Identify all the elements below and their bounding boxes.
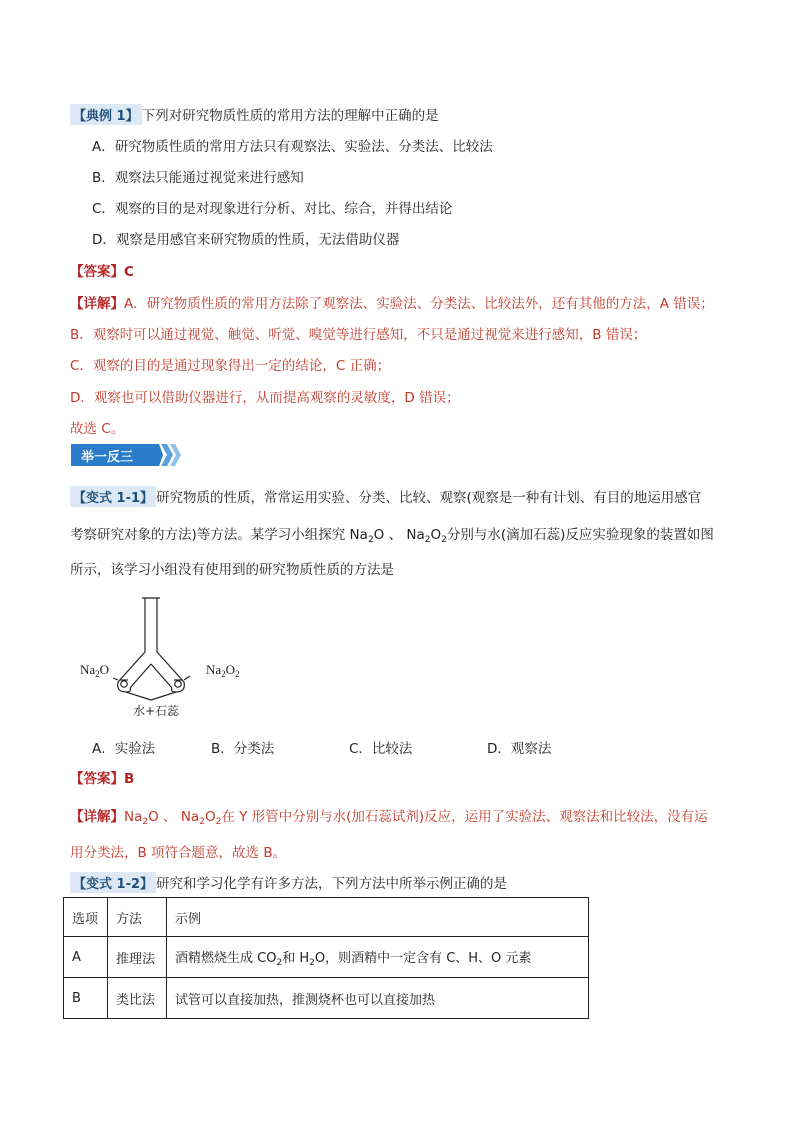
banner-label: 举一反三 [81, 450, 134, 465]
table-cell: B [64, 978, 108, 1019]
detail-line: B．观察时可以通过视觉、触觉、听觉、嗅觉等进行感知，不只是通过视觉来进行感知，B 错误； [70, 327, 647, 343]
table-cell: A [64, 937, 108, 978]
subscript: 2 [276, 957, 283, 968]
text-part: O [430, 527, 442, 543]
example-tag: 【典例 1】 [70, 104, 142, 125]
variant-tag: 【变式 1-2】 [70, 872, 156, 893]
text-part: O [99, 662, 110, 677]
answer-label: 【答案】 [70, 264, 124, 280]
table-header-cell: 方法 [108, 898, 167, 937]
answer-row [70, 260, 134, 280]
text-part: 在 Y 形管中分别与水(加石蕊试剂)反应，运用了实验法、观察法和比较法，没有运 [221, 809, 708, 825]
subscript: 2 [95, 669, 100, 679]
text-part: Na [124, 809, 143, 825]
option-c: C．比较法 [349, 741, 413, 757]
detail-row-1 [70, 292, 714, 312]
variant-1-line-3: 所示，该学习小组没有使用到的研究物质性质的方法是 [70, 562, 394, 578]
text-part: Na [206, 662, 222, 677]
detail-label: 【详解】 [70, 809, 124, 825]
subscript: 2 [215, 817, 222, 827]
variant-question: 研究和学习化学有许多方法，下列方法中所举示例正确的是 [156, 876, 508, 892]
variant-1-detail-line-2: 用分类法，B 项符合题意，故选 B。 [70, 845, 287, 861]
text-part: Na [80, 662, 96, 677]
table-cell: 类比法 [108, 978, 167, 1019]
table-cell: 推理法 [108, 937, 167, 978]
text-part: O 、 Na [373, 527, 425, 543]
option-a: A．实验法 [92, 741, 156, 757]
variant-tag: 【变式 1-1】 [70, 486, 156, 507]
section-banner [71, 442, 183, 468]
text-part: O [225, 662, 236, 677]
left-reagent-label [80, 662, 109, 679]
table-header-row [64, 898, 589, 937]
subscript: 2 [441, 535, 447, 545]
text-part: 酒精燃烧生成 CO [175, 950, 277, 966]
table-cell [167, 937, 589, 978]
option-b: B．观察法只能通过视觉来进行感知 [92, 170, 304, 186]
answer-value: B [124, 771, 135, 787]
variant-1-detail-line-1 [70, 805, 708, 827]
option-d: D．观察是用感官来研究物质的性质，无法借助仪器 [92, 232, 400, 248]
option-d: D．观察法 [487, 741, 552, 757]
option-c: C．观察的目的是对现象进行分析、对比、综合，并得出结论 [92, 201, 453, 217]
subscript: 2 [309, 957, 315, 968]
subscript: 2 [424, 535, 431, 545]
subscript: 2 [367, 535, 374, 545]
table-header-cell: 选项 [64, 898, 108, 937]
detail-line: 故选 C。 [70, 421, 125, 437]
option-b: B．分类法 [211, 741, 275, 757]
detail-label: 【详解】 [70, 296, 124, 312]
text-part: O，则酒精中一定含有 C、H、O 元素 [314, 950, 532, 966]
subscript: 2 [235, 669, 240, 679]
detail-line: C．观察的目的是通过现象得出一定的结论，C 正确； [70, 358, 391, 374]
answer-label: 【答案】 [70, 771, 124, 787]
options-table [63, 897, 589, 1019]
bottom-reagent-label: 水+石蕊 [133, 704, 180, 718]
variant-2-heading [70, 872, 507, 893]
text-part: O [204, 809, 216, 825]
text-part: 和 H [282, 950, 310, 966]
variant-text: 研究物质的性质，常常运用实验、分类、比较、观察(观察是一种有计划、有目的地运用感官 [156, 490, 702, 506]
example-1-heading [70, 104, 439, 125]
detail-line: D．观察也可以借助仪器进行，从而提高观察的灵敏度，D 错误； [70, 390, 460, 406]
right-reagent-label [206, 662, 240, 679]
y-tube-diagram [78, 592, 278, 722]
table-header-cell: 示例 [167, 898, 589, 937]
variant-1-line-2 [70, 523, 714, 545]
option-a: A．研究物质性质的常用方法只有观察法、实验法、分类法、比较法 [92, 139, 493, 155]
subscript: 2 [142, 817, 149, 827]
example-question: 下列对研究物质性质的常用方法的理解中正确的是 [141, 108, 439, 124]
answer-row [70, 767, 134, 787]
subscript: 2 [221, 669, 226, 679]
table-row [64, 937, 589, 978]
text-part: O 、 Na [148, 809, 200, 825]
subscript: 2 [199, 817, 205, 827]
table-cell: 试管可以直接加热，推测烧杯也可以直接加热 [167, 978, 589, 1019]
answer-value: C [124, 264, 134, 280]
text-part: 考察研究对象的方法)等方法。某学习小组探究 Na [70, 527, 368, 543]
table-row [64, 978, 589, 1019]
detail-line: A．研究物质性质的常用方法除了观察法、实验法、分类法、比较法外，还有其他的方法，A 错误； [124, 296, 714, 312]
text-part: 分别与水(滴加石蕊)反应实验现象的装置如图 [446, 527, 714, 543]
variant-1-line-1 [70, 486, 701, 507]
